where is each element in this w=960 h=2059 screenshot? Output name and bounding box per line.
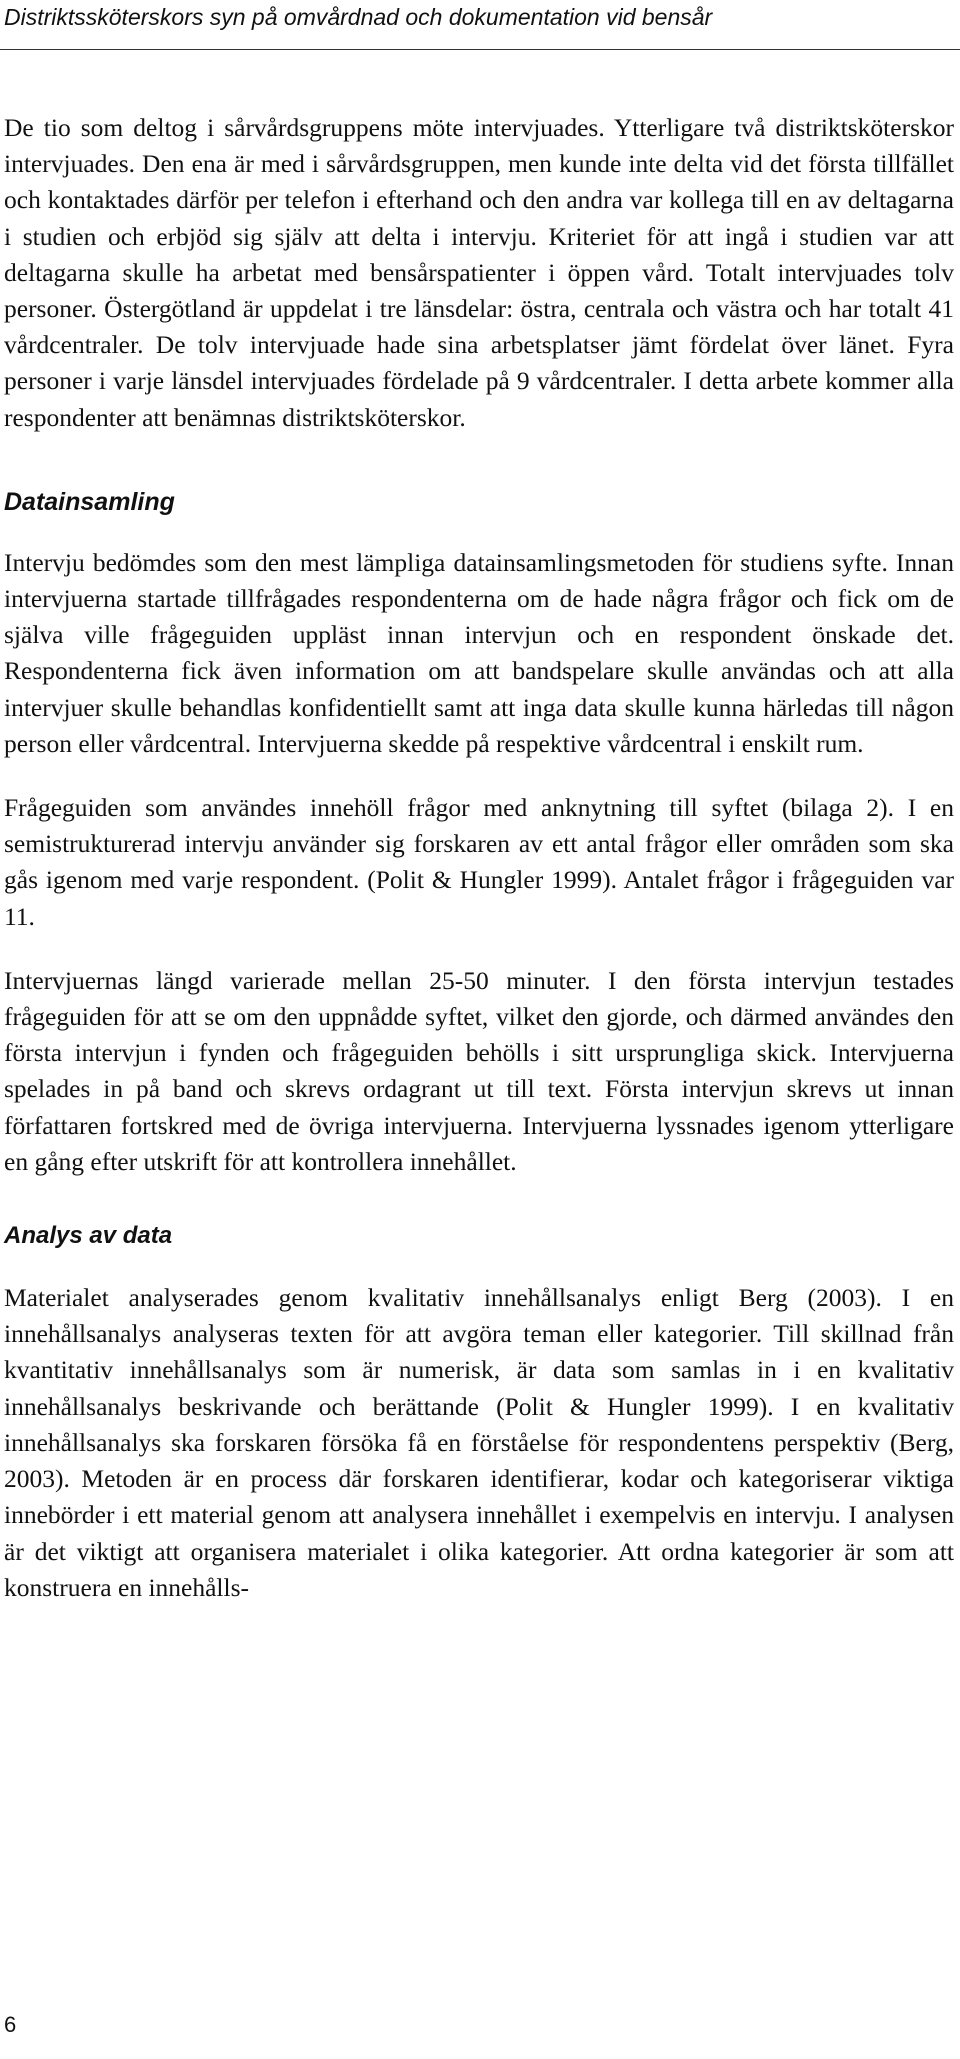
page-number: 6 <box>4 2012 17 2037</box>
paragraph-interview-length: Intervjuernas längd varierade mellan 25-50 minuter. I den första intervjun testades frågeguiden för att se om den uppnådde syftet, vilket den gjorde, och därmed användes den första intervjun i fynden och frågeguiden behölls i sitt ursprungliga skick. Intervjuerna spelades in på band och skrevs ordagrant ut till text. Första intervjun skrevs ut innan författaren fortskred med de övriga intervjuerna. Intervjuerna lyssnades igenom ytterligare en gång efter utskrift för att kontrollera innehållet. <box>4 965 954 1176</box>
running-header-title: Distriktssköterskors syn på omvårdnad och dokumentation vid bensår <box>4 4 713 30</box>
running-header <box>0 0 960 50</box>
subsection-heading-analys: Analys av data <box>4 1222 173 1250</box>
paragraph-interview-method: Intervju bedömdes som den mest lämpliga datainsamlingsmetoden för studiens syfte. Innan intervjuerna startade tillfrågades respondenterna om de hade några frågor och fick om de själva ville frågeguiden uppläst innan intervjun och en respondent önskade det. Respondenterna fick även information om att bandspelare skulle användas och att alla intervjuer skulle behandlas konfidentiellt samt att inga data skulle kunna härledas till någon person eller vårdcentral. Intervjuerna skedde på respektive vårdcentral i enskilt rum. <box>4 547 954 758</box>
paragraph-participants: De tio som deltog i sårvårdsgruppens möte intervjuades. Ytterligare två distriktsköterskor intervjuades. Den ena är med i sårvårdsgruppen, men kunde inte delta vid det första tillfället och kontaktades därför per telefon i efterhand och den andra var kollega till en av deltagarna i studien och erbjöd sig själv att delta i intervju. Kriteriet för att ingå i studien var att deltagarna skulle ha arbetat med bensårspatienter i öppen vård. Totalt intervjuades tolv personer. Östergötland är uppdelat i tre länsdelar: östra, centrala och västra och har totalt 41 vårdcentraler. De tolv intervjuade hade sina arbetsplatser jämt fördelat över länet. Fyra personer i varje länsdel intervjuades fördelade på 9 vårdcentraler. I detta arbete kommer alla respondenter att benämnas distriktsköterskor. <box>4 113 954 432</box>
page-body <box>4 110 954 1606</box>
paragraph-question-guide: Frågeguiden som användes innehöll frågor med anknytning till syftet (bilaga 2). I en semistrukturerad intervju använder sig forskaren av ett antal frågor eller områden som ska gås igenom med varje respondent. (Polit & Hungler 1999). Antalet frågor i frågeguiden var 11. <box>4 793 954 931</box>
paragraph-analysis: Materialet analyserades genom kvalitativ innehållsanalys enligt Berg (2003). I en innehållsanalys analyseras texten för att avgöra teman eller kategorier. Till skillnad från kvantitativ innehållsanalys som är numerisk, är data som samlas in i en kvalitativ innehållsanalys beskrivande och berättande (Polit & Hungler 1999). I en kvalitativ innehållsanalys ska forskaren försöka få en förståelse för respondentens perspektiv (Berg, 2003). Metoden är en process där forskaren identifierar, kodar och kategoriserar viktiga innebörder i ett material genom att analysera innehållet i exempelvis en intervju. I analysen är det viktigt att organisera materialet i olika kategorier. Att ordna kategorier är som att konstruera en innehålls- <box>4 1283 954 1602</box>
section-heading-datainsamling: Datainsamling <box>4 487 175 516</box>
